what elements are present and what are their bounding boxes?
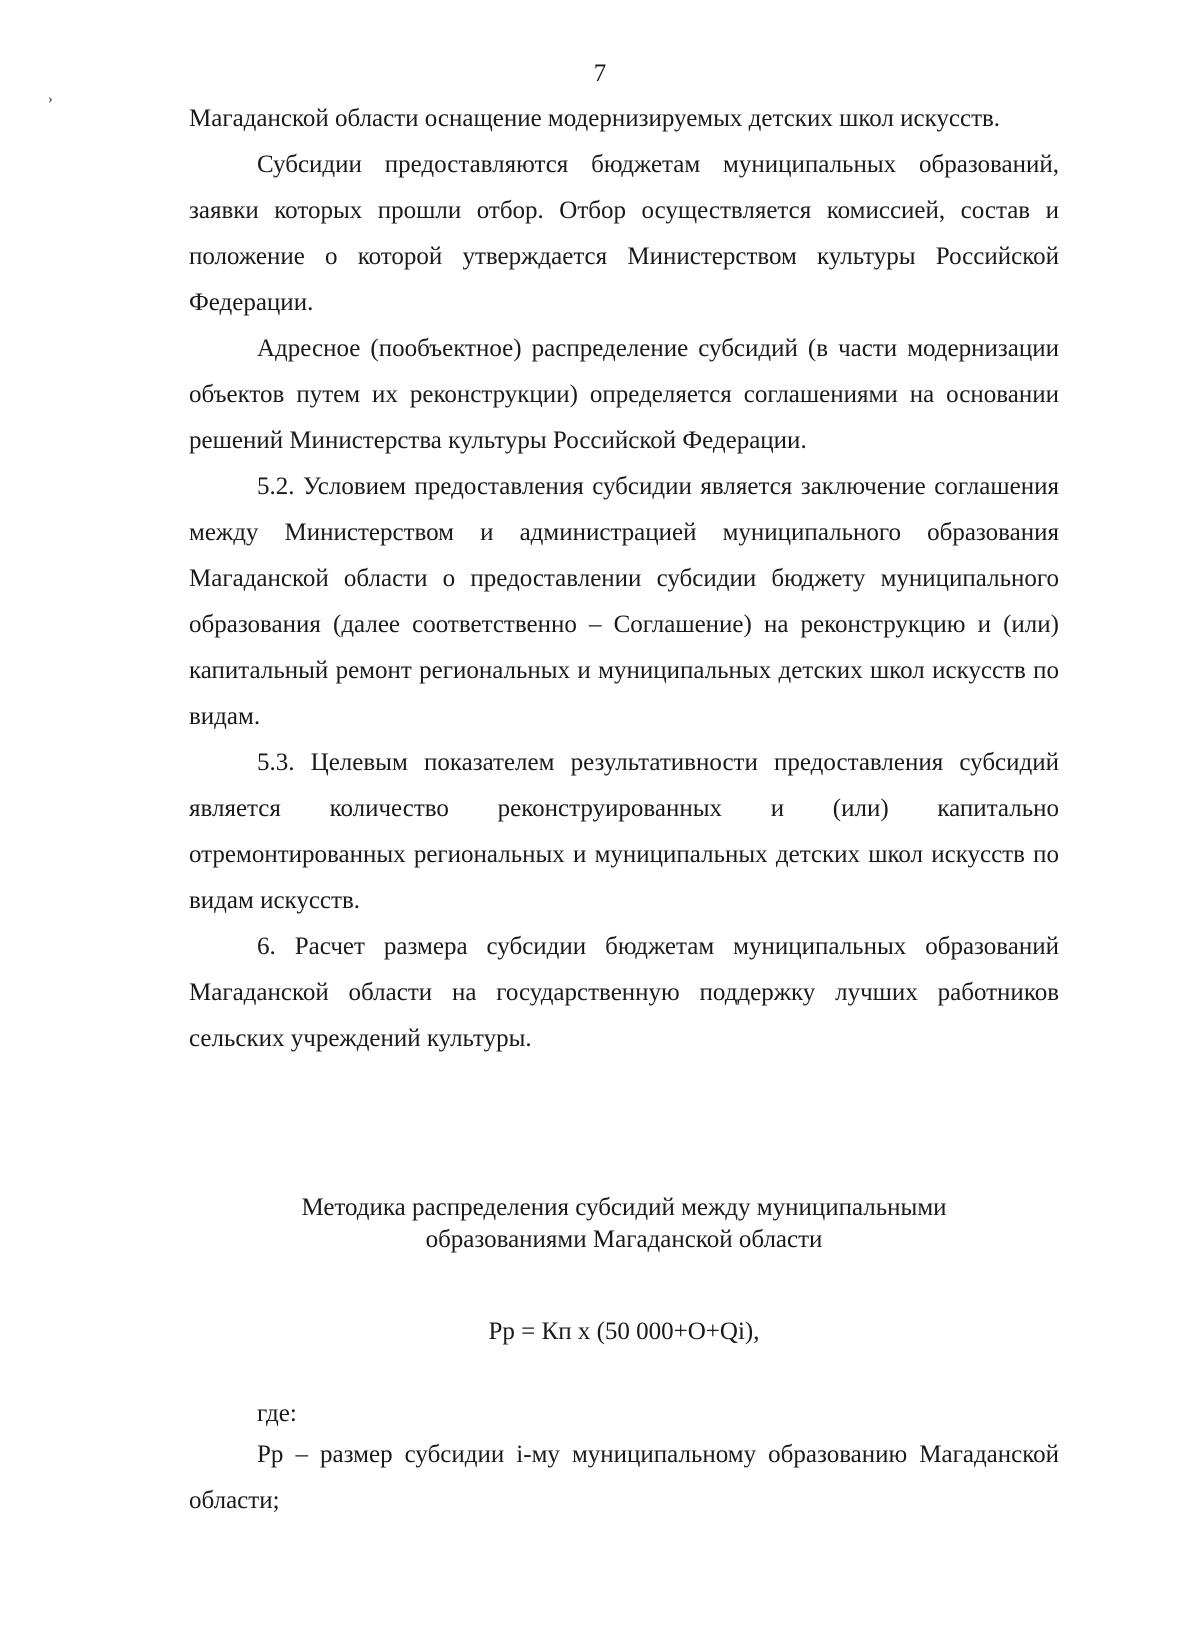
paragraph-continuation: Магаданской области оснащение модернизируемых детских школ искусств.: [189, 105, 1001, 132]
paragraph-6: 6. Расчет размера субсидии бюджетам муниципальных образований Магаданской области на государственную поддержку лучших работников сельских учреждений культуры.: [189, 933, 1059, 1052]
page-number: 7: [593, 60, 607, 87]
scan-artifact-mark: ›: [48, 92, 53, 107]
methodology-heading: [189, 1192, 1059, 1256]
where-label: где:: [257, 1400, 297, 1427]
paragraph-5-2: 5.2. Условием предоставления субсидии является заключение соглашения между Министерством и администрацией муниципального образования Магаданской области о предоставлении субсидии бюджету муниципального образования (далее соответственно – Соглашение) на реконструкцию и (или) капитальный ремонт региональных и муниципальных детских школ искусств по видам.: [189, 473, 1059, 730]
formula: Рр = Кп х (50 000+О+Qi),: [488, 1318, 760, 1345]
methodology-heading-line-2: образованиями Магаданской области: [425, 1226, 823, 1253]
paragraph-5-3: 5.3. Целевым показателем результативности предоставления субсидий является количество реконструированных и (или) капитально отремонтированных региональных и муниципальных детских школ искусств по видам искусств.: [189, 749, 1059, 914]
methodology-heading-line-1: Методика распределения субсидий между муниципальными: [301, 1194, 947, 1221]
paragraph-subsidies-selection: Субсидии предоставляются бюджетам муниципальных образований, заявки которых прошли отбор. Отбор осуществляется комиссией, состав и положение о которой утверждается Министерством культуры Российской Федерации.: [189, 151, 1059, 316]
document-body: [189, 96, 1059, 1062]
definition-rr: Рр – размер субсидии i-му муниципальному образованию Магаданской области;: [189, 1441, 1059, 1514]
paragraph-address-distribution: Адресное (пообъектное) распределение субсидий (в части модернизации объектов путем их реконструкции) определяется соглашениями на основании решений Министерства культуры Российской Федерации.: [189, 335, 1059, 454]
